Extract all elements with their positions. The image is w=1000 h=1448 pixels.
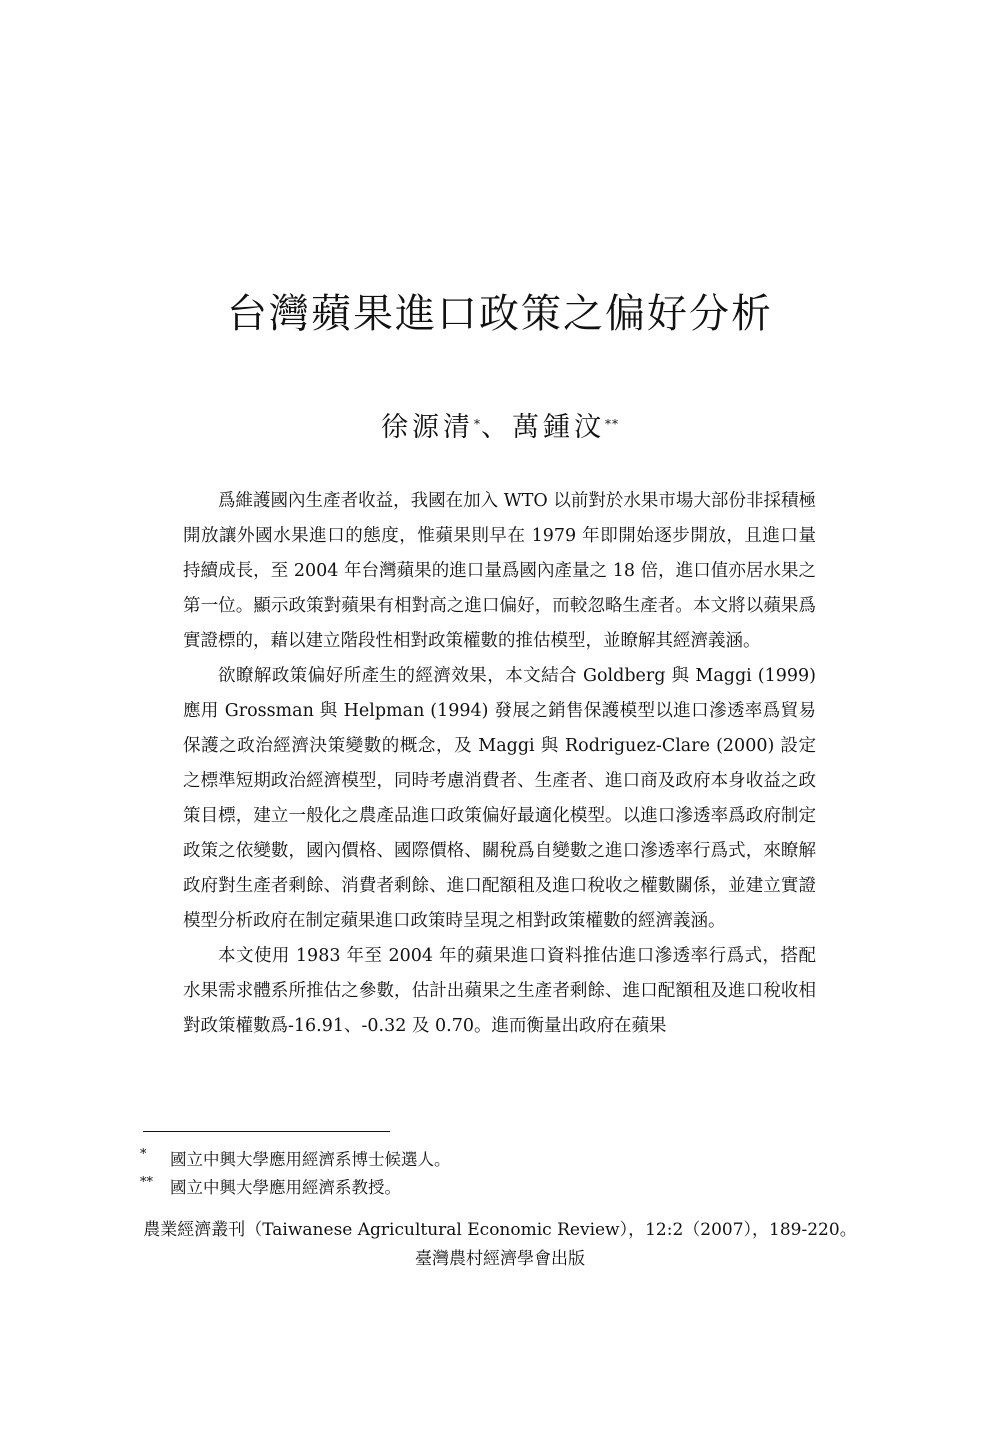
footnotes xyxy=(140,1146,840,1202)
footnote-1-text: 國立中興大學應用經濟系博士候選人。 xyxy=(170,1150,451,1169)
author-2-footnote-mark: ** xyxy=(605,417,619,431)
author-1-footnote-mark: * xyxy=(474,417,481,431)
author-line xyxy=(0,408,1000,448)
footnote-1 xyxy=(140,1146,840,1174)
author-2-name: 萬鍾汶 xyxy=(512,412,605,443)
footnote-2-text: 國立中興大學應用經濟系教授。 xyxy=(170,1178,401,1197)
journal-citation: 農業經濟叢刊（Taiwanese Agricultural Economic Review），12:2（2007），189-220。 xyxy=(143,1220,857,1240)
footnote-divider xyxy=(143,1131,390,1132)
author-1-name: 徐源清 xyxy=(381,412,474,443)
abstract-body xyxy=(183,484,816,1044)
paper-title: 台灣蘋果進口政策之偏好分析 xyxy=(227,291,773,337)
author-separator: 、 xyxy=(481,412,512,443)
footnote-1-mark: * xyxy=(140,1147,147,1162)
body-paragraph-3: 本文使用 1983 年至 2004 年的蘋果進口資料推估進口滲透率行爲式，搭配水果需求體系所推估之參數，估計出蘋果之生產者剩餘、進口配額租及進口稅收相對政策權數爲-16.91、-0.32 及 0.70。進而衡量出政府在蘋果 xyxy=(183,946,816,1036)
footnote-2-mark: ** xyxy=(140,1175,153,1190)
publisher-line: 臺灣農村經濟學會出版 xyxy=(415,1249,585,1269)
body-paragraph-2: 欲瞭解政策偏好所產生的經濟效果，本文結合 Goldberg 與 Maggi (1999) 應用 Grossman 與 Helpman (1994) 發展之銷售保護模型以進口滲透率爲貿易保護之政治經濟決策變數的概念，及 Maggi 與 Rodriguez-Clare (2000) 設定之標準短期政治經濟模型，同時考慮消費者、生產者、進口商及政府本身收益之政策目標，建立一般化之農產品進口政策偏好最適化模型。以進口滲透率爲政府制定政策之依變數，國內價格、國際價格、關稅爲自變數之進口滲透率行爲式，來瞭解政府對生產者剩餘、消費者剩餘、進口配額租及進口稅收之權數關係，並建立實證模型分析政府在制定蘋果進口政策時呈現之相對政策權數的經濟義涵。 xyxy=(183,666,816,931)
body-paragraph-1: 爲維護國內生產者收益，我國在加入 WTO 以前對於水果市場大部份非採積極開放讓外國水果進口的態度，惟蘋果則早在 1979 年即開始逐步開放，且進口量持續成長，至 2004 年台灣蘋果的進口量爲國內產量之 18 倍，進口值亦居水果之第一位。顯示政策對蘋果有相對高之進口偏好，而較忽略生產者。本文將以蘋果爲實證標的，藉以建立階段性相對政策權數的推估模型，並瞭解其經濟義涵。 xyxy=(183,491,816,651)
footnote-2 xyxy=(140,1174,840,1202)
